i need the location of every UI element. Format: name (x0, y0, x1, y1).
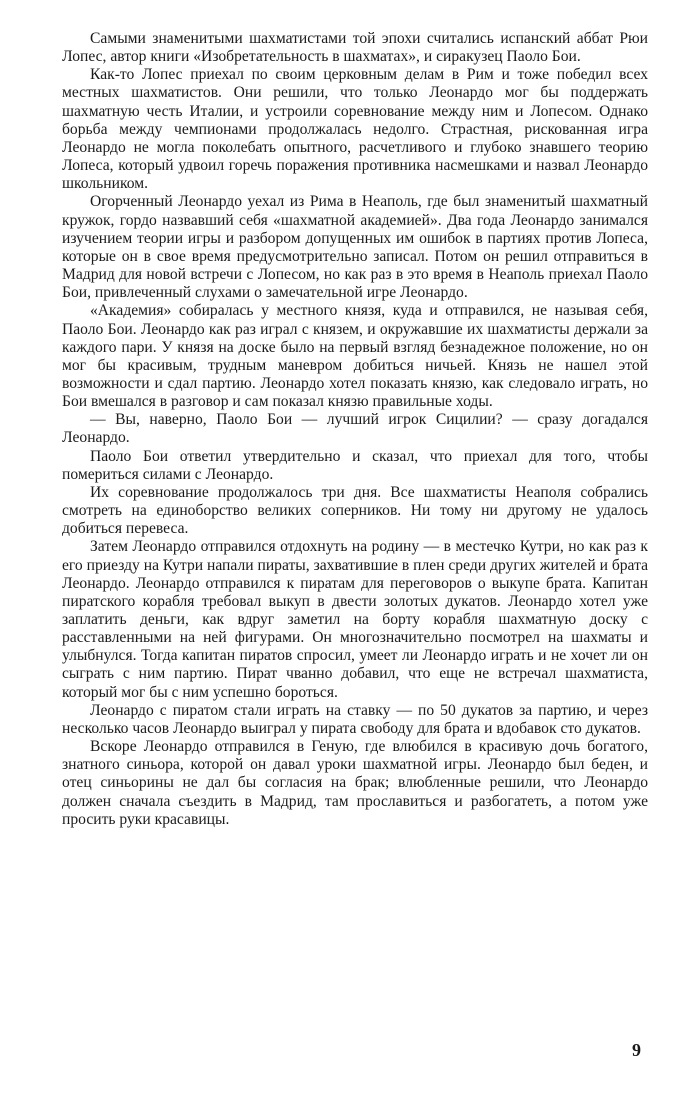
paragraph-2: Как-то Лопес приехал по своим церковным делам в Рим и тоже победил всех местных шахматистов. Они решили, что только Леонардо мог бы поддержать шахматную честь Италии, и устроили соревнование между ним и Лопесом. Однако борьба между чемпионами продолжалась недолго. Страстная, рискованная игра Леонардо не могла поколебать опытного, расчетливого и глубоко знавшего теорию Лопеса, который удвоил горечь поражения противника насмешками и назвал Леонардо школьником. (62, 66, 648, 193)
page-body (62, 30, 648, 829)
paragraph-5: — Вы, наверно, Паоло Бои — лучший игрок Сицилии? — сразу догадался Леонардо. (62, 411, 648, 447)
paragraph-1: Самыми знаменитыми шахматистами той эпохи считались испанский аббат Рюи Лопес, автор книги «Изобретательность в шахматах», и сиракузец Паоло Бои. (62, 30, 648, 66)
paragraph-7: Их соревнование продолжалось три дня. Все шахматисты Неаполя собрались смотреть на единоборство великих соперников. Ни тому ни другому не удалось добиться перевеса. (62, 483, 648, 538)
paragraph-10: Вскоре Леонардо отправился в Геную, где влюбился в красивую дочь богатого, знатного синьора, которой он давал уроки шахматной игры. Леонардо был беден, и отец синьорины не дал бы согласия на брак; влюбленные решили, что Леонардо должен сначала съездить в Мадрид, там прославиться и разбогатеть, а потом уже просить руки красавицы. (62, 738, 648, 828)
page-number: 9 (632, 1040, 641, 1060)
paragraph-3: Огорченный Леонардо уехал из Рима в Неаполь, где был знаменитый шахматный кружок, гордо назвавший себя «шахматной академией». Два года Леонардо занимался изучением теории игры и разбором допущенных им ошибок в партиях против Лопеса, которые он в свое время предусмотрительно записал. Потом он решил отправиться в Мадрид для новой встречи с Лопесом, но как раз в это время в Неаполь приехал Паоло Бои, привлеченный слухами о замечательной игре Леонардо. (62, 193, 648, 302)
paragraph-4: «Академия» собиралась у местного князя, куда и отправился, не называя себя, Паоло Бои. Леонардо как раз играл с князем, и окружавшие их шахматисты держали за каждого пари. У князя на доске было на первый взгляд безнадежное положение, но он мог бы красивым, трудным маневром добиться ничьей. Князь не нашел этой возможности и сдал партию. Леонардо хотел показать князю, как следовало играть, но Бои вмешался в разговор и сам показал князю правильные ходы. (62, 302, 648, 411)
paragraph-9: Леонардо с пиратом стали играть на ставку — по 50 дукатов за партию, и через несколько часов Леонардо выиграл у пирата свободу для брата и вдобавок сто дукатов. (62, 701, 648, 737)
paragraph-6: Паоло Бои ответил утвердительно и сказал, что приехал для того, чтобы помериться силами с Леонардо. (62, 447, 648, 483)
paragraph-8: Затем Леонардо отправился отдохнуть на родину — в местечко Кутри, но как раз к его приезду на Кутри напали пираты, захватившие в плен среди других жителей и брата Леонардо. Леонардо отправился к пиратам для переговоров о выкупе брата. Капитан пиратского корабля требовал выкуп в двести золотых дукатов. Леонардо хотел уже заплатить деньги, как вдруг заметил на борту корабля шахматную доску с расставленными на ней фигурами. Он многозначительно посмотрел на шахматы и улыбнулся. Тогда капитан пиратов спросил, умеет ли Леонардо играть и не хочет ли он сыграть с ним партию. Пират чванно добавил, что еще не встречал шахматиста, который мог бы с ним успешно бороться. (62, 538, 648, 701)
